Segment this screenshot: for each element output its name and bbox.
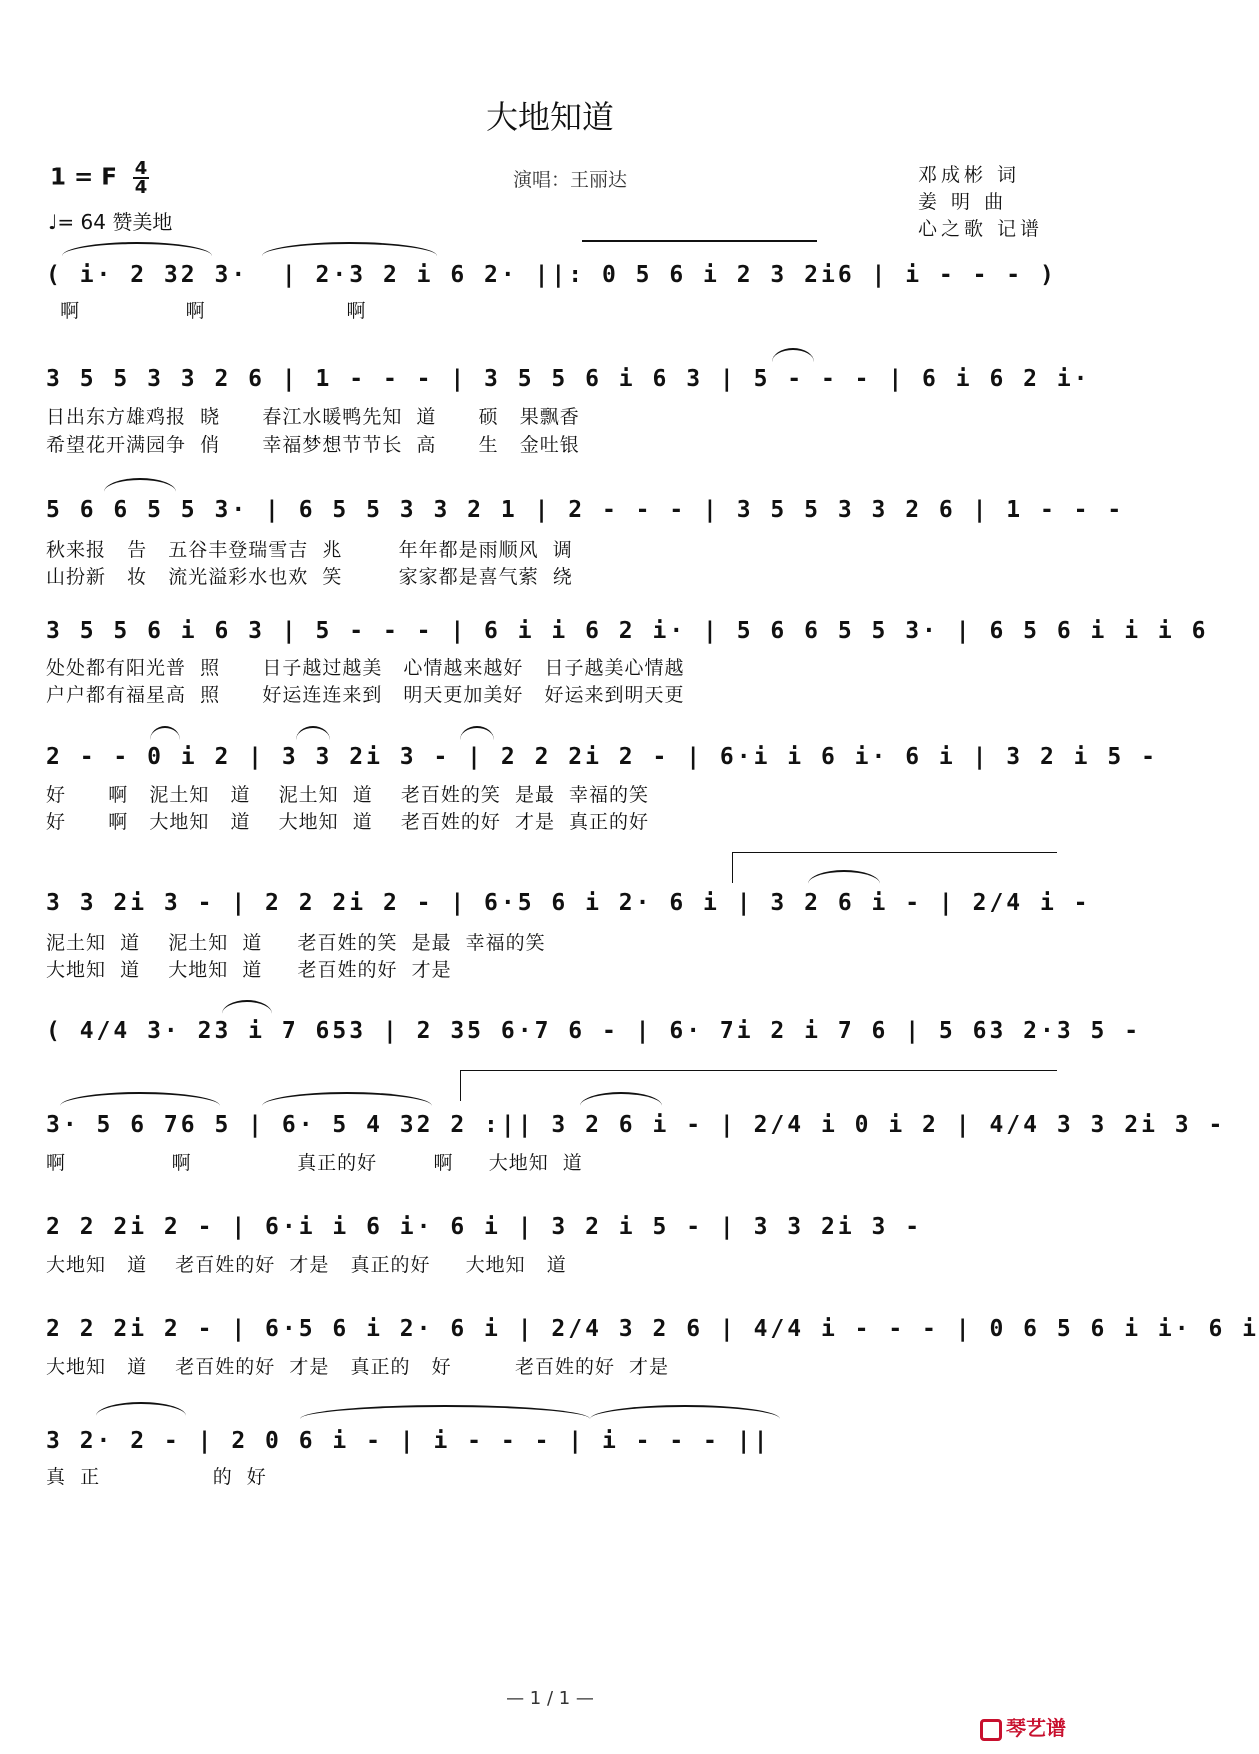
- page-title: 大地知道: [485, 98, 614, 136]
- time-top: 4: [134, 158, 148, 179]
- score-row-4-lyrics-1: 处处都有阳光普 照 日子越过越美 心情越来越好 日子越美心情越: [46, 657, 685, 679]
- score-row-2-lyrics-1: 日出东方雄鸡报 晓 春江水暖鸭先知 道 硕 果飘香: [46, 406, 580, 428]
- score-row-1-notes: ( i· 2 32 3· | 2·3 2 i 6 2· ||: 0 5 6 i 2 3 2i6 | i - - - ): [46, 262, 1057, 288]
- singer-credit: 演唱：王丽达: [512, 169, 627, 191]
- slur-mark: [460, 726, 494, 740]
- score-row-3-lyrics-1: 秋来报 告 五谷丰登瑞雪吉 兆 年年都是雨顺风 调: [46, 539, 573, 561]
- lyricist-credit: 邓成彬 词: [918, 164, 1021, 186]
- slur-mark: [262, 1092, 432, 1106]
- volta-bracket: [732, 852, 1057, 883]
- slur-mark: [222, 1000, 272, 1014]
- transcriber-credit: 心之歌 记谱: [918, 218, 1044, 240]
- score-row-6-lyrics-2: 大地知 道 大地知 道 老百姓的好 才是: [46, 959, 452, 981]
- score-row-2-notes: 3 5 5 3 3 2 6 | 1 - - - | 3 5 5 6 i 6 3 | 5 - - - | 6 i 6 2 i·: [46, 366, 1091, 392]
- slur-mark: [60, 1092, 220, 1106]
- score-row-6-notes: 3 3 2i 3 - | 2 2 2i 2 - | 6·5 6 i 2· 6 i | 3 2 6 i - | 2/4 i -: [46, 890, 1091, 916]
- score-row-5-lyrics-2: 好 啊 大地知 道 大地知 道 老百姓的好 才是 真正的好: [46, 811, 650, 833]
- time-bottom: 4: [134, 177, 148, 198]
- score-row-5-notes: 2 - - 0 i 2 | 3 3 2i 3 - | 2 2 2i 2 - | 6·i i 6 i· 6 i | 3 2 i 5 -: [46, 744, 1158, 770]
- slur-mark: [104, 478, 176, 492]
- score-row-10-notes: 2 2 2i 2 - | 6·5 6 i 2· 6 i | 2/4 3 2 6 | 4/4 i - - - | 0 6 5 6 i i· 6 i: [46, 1316, 1259, 1342]
- slur-mark: [262, 242, 437, 256]
- slur-mark: [300, 1405, 590, 1419]
- score-row-8-lyrics-1: 啊 啊 真正的好 啊 大地知 道: [46, 1152, 583, 1174]
- score-row-10-lyrics-1: 大地知 道 老百姓的好 才是 真正的 好 老百姓的好 才是: [46, 1356, 670, 1378]
- composer-credit: 姜 明 曲: [918, 191, 1008, 213]
- phrase-bracket: [582, 240, 817, 254]
- score-row-4-lyrics-2: 户户都有福星高 照 好运连连来到 明天更加美好 好运来到明天更: [46, 684, 685, 706]
- slur-mark: [590, 1405, 780, 1419]
- author-credits: [918, 162, 1043, 243]
- slur-mark: [296, 726, 330, 740]
- key-label: 1 = F: [50, 164, 118, 191]
- tempo-marking: ♩= 64 赞美地: [48, 210, 173, 234]
- slur-mark: [772, 348, 814, 362]
- score-row-9-lyrics-1: 大地知 道 老百姓的好 才是 真正的好 大地知 道: [46, 1254, 567, 1276]
- slur-mark: [96, 1402, 186, 1416]
- score-row-4-notes: 3 5 5 6 i 6 3 | 5 - - - | 6 i i 6 2 i· | 5 6 6 5 5 3· | 6 5 6 i i i 6: [46, 618, 1209, 644]
- slur-mark: [150, 726, 180, 740]
- score-row-11-lyrics-1: 真 正 的 好: [46, 1466, 267, 1488]
- score-row-3-notes: 5 6 6 5 5 3· | 6 5 5 3 3 2 1 | 2 - - - | 3 5 5 3 3 2 6 | 1 - - -: [46, 497, 1125, 523]
- site-logo: [980, 1712, 1066, 1741]
- logo-text: 琴艺谱: [1006, 1716, 1066, 1740]
- score-row-7-notes: ( 4/4 3· 23 i 7 653 | 2 35 6·7 6 - | 6· 7i 2 i 7 6 | 5 63 2·3 5 -: [46, 1018, 1142, 1044]
- score-row-1-lyrics-1: 啊 啊 啊: [46, 300, 367, 322]
- score-row-11-notes: 3 2· 2 - | 2 0 6 i - | i - - - | i - - - ||: [46, 1428, 771, 1454]
- score-row-8-notes: 3· 5 6 76 5 | 6· 5 4 32 2 :|| 3 2 6 i - | 2/4 i 0 i 2 | 4/4 3 3 2i 3 -: [46, 1112, 1226, 1138]
- volta-bracket: [460, 1070, 1057, 1101]
- score-row-3-lyrics-2: 山扮新 妆 流光溢彩水也欢 笑 家家都是喜气萦 绕: [46, 566, 573, 588]
- score-row-9-notes: 2 2 2i 2 - | 6·i i 6 i· 6 i | 3 2 i 5 - | 3 3 2i 3 -: [46, 1214, 923, 1240]
- logo-icon: [980, 1719, 1002, 1741]
- slur-mark: [62, 242, 212, 256]
- score-row-5-lyrics-1: 好 啊 泥土知 道 泥土知 道 老百姓的笑 是最 幸福的笑: [46, 784, 650, 806]
- page-number: — 1 / 1 —: [506, 1688, 594, 1709]
- score-row-6-lyrics-1: 泥土知 道 泥土知 道 老百姓的笑 是最 幸福的笑: [46, 932, 546, 954]
- score-row-2-lyrics-2: 希望花开满园争 俏 幸福梦想节节长 高 生 金吐银: [46, 434, 580, 456]
